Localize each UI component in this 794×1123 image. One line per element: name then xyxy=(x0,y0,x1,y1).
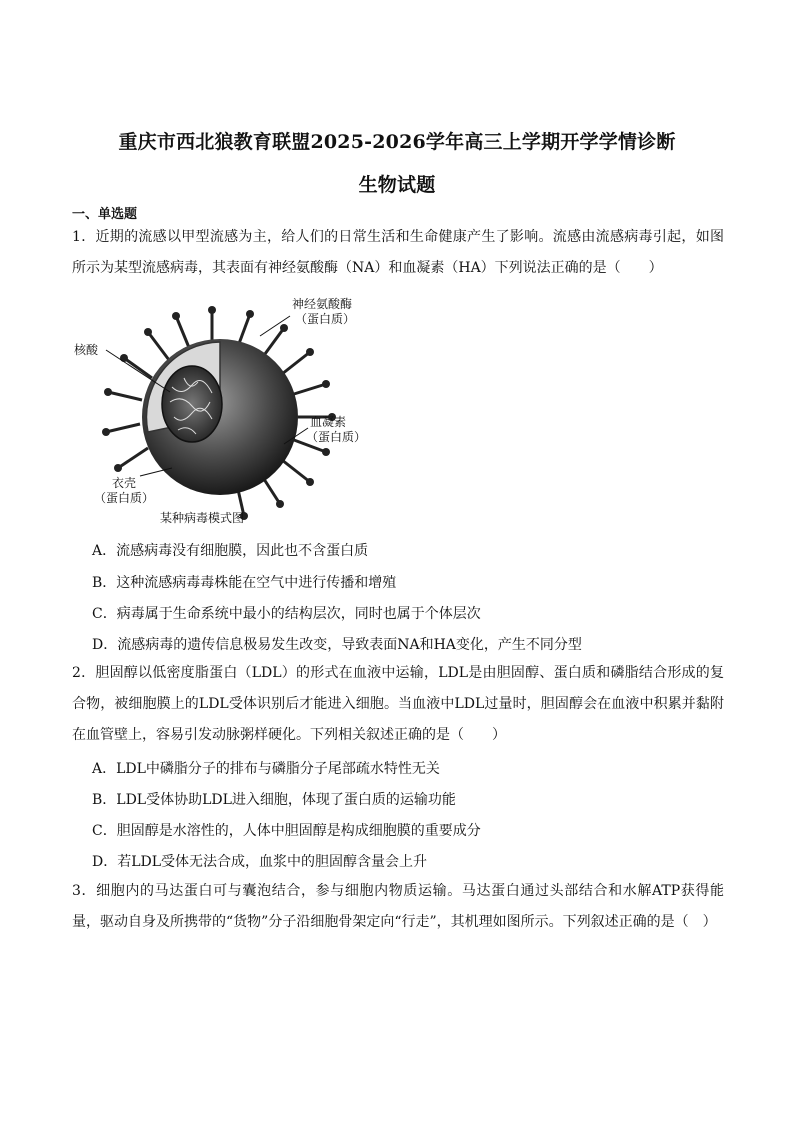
q1-option-d: D．流感病毒的遗传信息极易发生改变，导致表面NA和HA变化，产生不同分型 xyxy=(92,637,582,653)
q2-option-a: A．LDL中磷脂分子的排布与磷脂分子尾部疏水特性无关 xyxy=(92,761,440,777)
q1-option-c: C．病毒属于生命系统中最小的结构层次，同时也属于个体层次 xyxy=(92,606,481,622)
figure-caption: 某种病毒模式图 xyxy=(160,511,245,525)
virus-figure xyxy=(72,292,372,532)
q1-option-b: B．这种流感病毒毒株能在空气中进行传播和增殖 xyxy=(92,575,397,591)
label-nucleic-acid: 核酸 xyxy=(74,343,99,357)
label-hemagglutinin: 血凝素 xyxy=(310,415,347,429)
question-1-stem: 1．近期的流感以甲型流感为主，给人们的日常生活和生命健康产生了影响。流感由流感病毒引起，如图所示为某型流感病毒，其表面有神经氨酸酶（NA）和血凝素（HA）下列说法正确的是（ ） xyxy=(72,229,724,276)
label-neuraminidase-protein: （蛋白质） xyxy=(295,312,356,326)
q2-option-b: B．LDL受体协助LDL进入细胞，体现了蛋白质的运输功能 xyxy=(92,792,456,808)
question-3-stem: 3．细胞内的马达蛋白可与囊泡结合，参与细胞内物质运输。马达蛋白通过头部结合和水解ATP获得能量，驱动自身及所携带的“货物”分子沿细胞骨架定向“行走”，其机理如图所示。下列叙述正确的是（ ） xyxy=(72,883,724,930)
exam-title: 重庆市西北狼教育联盟2025-2026学年高三上学期开学学情诊断 xyxy=(118,131,676,153)
label-capsid-protein: （蛋白质） xyxy=(94,491,155,505)
label-hemagglutinin-protein: （蛋白质） xyxy=(306,430,367,444)
label-capsid: 衣壳 xyxy=(112,476,137,490)
q2-option-c: C．胆固醇是水溶性的，人体中胆固醇是构成细胞膜的重要成分 xyxy=(92,823,481,839)
question-2-stem: 2．胆固醇以低密度脂蛋白（LDL）的形式在血液中运输，LDL是由胆固醇、蛋白质和磷脂结合形成的复合物，被细胞膜上的LDL受体识别后才能进入细胞。当血液中LDL过量时，胆固醇会在血液中积累并黏附在血管壁上，容易引发动脉粥样硬化。下列相关叙述正确的是（ ） xyxy=(72,665,724,743)
label-neuraminidase: 神经氨酸酶 xyxy=(292,297,353,311)
exam-subject: 生物试题 xyxy=(358,174,436,196)
q2-option-d: D．若LDL受体无法合成，血浆中的胆固醇含量会上升 xyxy=(92,854,428,870)
q1-option-a: A．流感病毒没有细胞膜，因此也不含蛋白质 xyxy=(92,543,369,559)
virus-diagram xyxy=(72,292,372,532)
section-heading: 一、单选题 xyxy=(72,207,138,222)
